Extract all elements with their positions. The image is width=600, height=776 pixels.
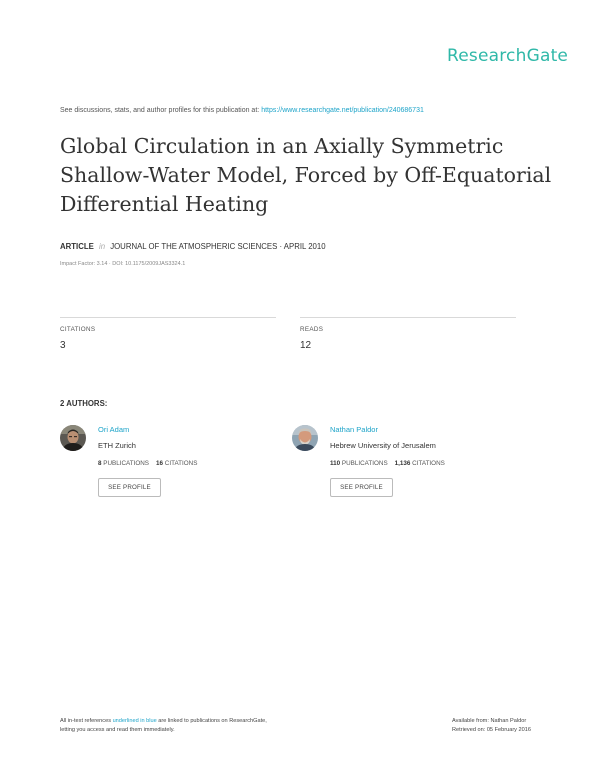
citations-label: CITATIONS xyxy=(412,460,445,467)
publication-link[interactable]: https://www.researchgate.net/publication/240686731 xyxy=(261,107,424,114)
available-from: Available from: Nathan Paldor xyxy=(452,718,527,724)
author-institution: ETH Zurich xyxy=(98,441,136,450)
citations-value: 3 xyxy=(60,340,66,351)
authors-heading: 2 AUTHORS: xyxy=(60,399,108,408)
publications-label: PUBLICATIONS xyxy=(103,460,149,467)
author-avatar-nathan-paldor[interactable] xyxy=(292,425,318,451)
reads-value: 12 xyxy=(300,340,312,351)
citations-label: CITATIONS xyxy=(164,460,198,467)
footer-left-line-1 xyxy=(60,717,267,726)
footer-text: are linked to publications on ResearchGate, xyxy=(158,718,267,724)
author-name-nathan-paldor[interactable]: Nathan Paldor xyxy=(330,425,378,434)
footer-left xyxy=(60,717,267,735)
author-stats xyxy=(98,460,197,467)
see-profile-button-nathan-paldor[interactable]: SEE PROFILE xyxy=(330,478,393,497)
divider-reads xyxy=(300,317,516,318)
page-title xyxy=(60,132,560,219)
retrieved-on: Retrieved on: 05 February 2016 xyxy=(452,727,531,733)
article-type: ARTICLE xyxy=(60,242,94,251)
person-photo-icon xyxy=(292,425,318,451)
see-profile-button-ori-adam[interactable]: SEE PROFILE xyxy=(98,478,161,497)
footer-left-line-2: letting you access and read them immediately. xyxy=(60,727,175,733)
citations-label: CITATIONS xyxy=(60,326,96,333)
author-institution: Hebrew University of Jerusalem xyxy=(330,441,436,450)
in-word: in xyxy=(98,242,106,251)
person-photo-icon xyxy=(60,425,86,451)
footer-right xyxy=(452,717,531,735)
underlined-in-blue-link[interactable]: underlined in blue xyxy=(112,718,157,724)
publications-label: PUBLICATIONS xyxy=(341,460,388,467)
title-line-3: Differential Heating xyxy=(60,192,269,216)
publications-count: 110 xyxy=(330,460,341,467)
impact-factor: Impact Factor: 3.14 · DOI: 10.1175/2009JAS3324.1 xyxy=(60,261,186,267)
footer-text: All in-text references xyxy=(60,718,111,724)
title-line-1: Global Circulation in an Axially Symmetric xyxy=(60,134,504,158)
researchgate-logo[interactable]: ResearchGate xyxy=(447,46,569,66)
article-meta xyxy=(60,242,326,251)
divider-citations xyxy=(60,317,276,318)
title-line-2: Shallow-Water Model, Forced by Off-Equatorial xyxy=(60,163,552,187)
reads-label: READS xyxy=(300,326,324,333)
disclaimer xyxy=(60,107,424,114)
journal-name: JOURNAL OF THE ATMOSPHERIC SCIENCES · APRIL 2010 xyxy=(110,242,326,251)
disclaimer-text: See discussions, stats, and author profiles for this publication at: xyxy=(60,107,260,114)
citations-count: 16 xyxy=(156,460,164,467)
author-stats xyxy=(330,460,445,467)
publications-count: 8 xyxy=(98,460,102,467)
author-name-ori-adam[interactable]: Ori Adam xyxy=(98,425,130,434)
citations-count: 1,136 xyxy=(394,460,411,467)
author-avatar-ori-adam[interactable] xyxy=(60,425,86,451)
